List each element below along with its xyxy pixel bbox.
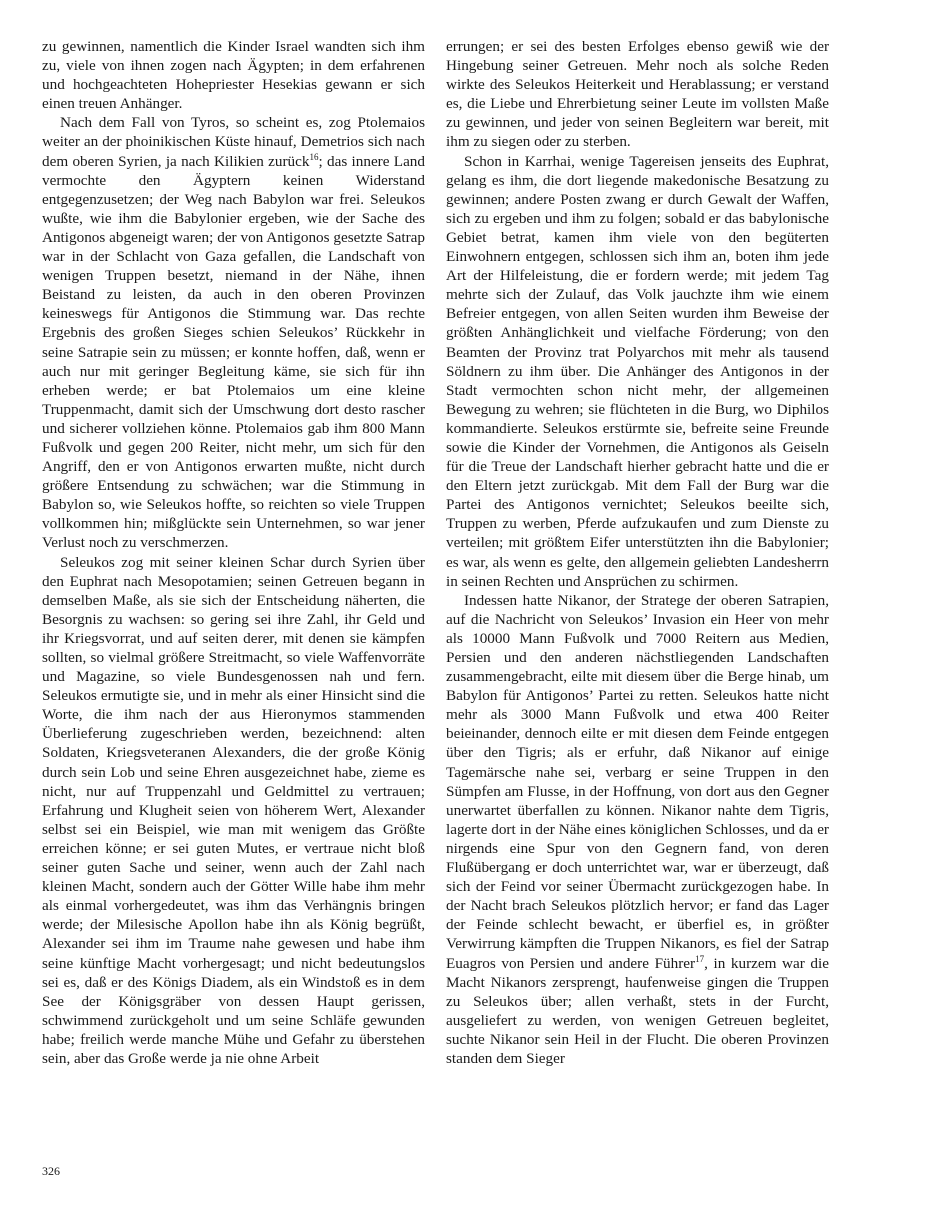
footnote-marker[interactable]: 17 (695, 953, 705, 964)
paragraph: Seleukos zog mit seiner kleinen Schar durch Syrien über den Euphrat nach Mesopotamien; seinen Getreuen begann in demselben Maße, als sie sich der Entscheidung näherten, die Besorgnis zu wachsen: so gering sei ihre Zahl, ihr Geld und ihr Kriegsvorrat, und auf seiten derer, mit denen sie kämpfen sollten, so vielmal größere Streitmacht, so viele Waffenvorräte und Magazine, so viele Bundesgenossen nah und fern. Seleukos ermutigte sie, und in mehr als einer Hinsicht sind die Worte, die ihm nach der aus Hieronymos stammenden Überlieferung zugeschrieben werden, bezeichnend: alten Soldaten, Kriegsveteranen Alexanders, die der große König durch sein Lob und seine Ehren ausgezeichnet habe, zieme es nicht, nur auf Truppenzahl und Geldmittel zu vertrauen; Erfahrung und Klugheit seien von höherem Wert, Alexander selbst sei ein Beispiel, wie man mit wenigem das Größte erreichen könne; er sei guten Mutes, er vertraue nicht bloß seiner guten Sache und seiner, wenn auch der Zahl nach kleinen Macht, sondern auch der Götter Wille habe ihm mehr als einmal vorhergedeutet, was ihm das Verhängnis bringen werde; der Milesische Apollon habe ihn als König begrüßt, Alexander sei ihm im Traume nahe gewesen und habe ihm seine künftige Macht vorhergesagt; und nicht bedeutungslos sei es, daß er des Königs Diadem, als ein Windstoß es in dem See der Königsgräber von dessen Haupt gerissen, schwimmend zurückgeholt und um seine Schläfe gewunden habe; freilich werde manche Mühe und Gefahr zu überstehen sein, aber das Große werde ja nie ohne Arbeit (42, 553, 425, 1067)
footnote-marker[interactable]: 16 (309, 151, 319, 162)
paragraph-text: Nach dem Fall von Tyros, so scheint es, zog Ptolemaios weiter an der phoinikischen Küste hinauf, Demetrios sich nach dem oberen Syrien, ja nach Kilikien zurück (42, 114, 425, 170)
paragraph (446, 591, 829, 1068)
paragraph-text: ; das innere Land vermochte den Ägyptern keinen Widerstand entgegenzusetzen; der Weg nach Babylon war frei. Seleukos wußte, wie ihm die Babylonier ergeben, wie der Sache des Antigonos abgeneigt waren; der von Antigonos gesetzte Satrap war in der Schlacht von Gaza gefallen, die Landschaft von wenigen Truppen besetzt, niemand in der Nähe, ihnen Beistand zu leisten, da auch in den oberen Provinzen keineswegs für Antigonos die Stimmung war. Das rechte Ergebnis des großen Sieges schien Seleukos’ Rückkehr in seine Satrapie sein zu müssen; er konnte hoffen, daß, wenn er auch nur mit geringer Begleitung käme, sie sich für ihn erheben werde; er bat Ptolemaios um eine kleine Truppenmacht, damit sich der Umschwung dort desto rascher und sicherer vollziehen könne. Ptolemaios gab ihm 800 Mann Fußvolk und gegen 200 Reiter, nicht mehr, um sich für den Angriff, den er von Antigonos erwarten mußte, nicht durch größere Entsendung zu schwächen; war die Stimmung in Babylon so, wie Seleukos hoffte, so reichten so viele Truppen vollkommen hin; mißglückte sein Unternehmen, so war jener Verlust noch zu verschmerzen. (42, 152, 425, 552)
paragraph (42, 113, 425, 552)
right-column (446, 37, 829, 1068)
paragraph-text: Indessen hatte Nikanor, der Stratege der oberen Satrapien, auf die Nachricht von Seleukos’ Invasion ein Heer von mehr als 10000 Mann Fußvolk und 7000 Reitern aus Medien, Persien und den anderen nächstliegenden Landschaften zusammengebracht, eilte mit diesem über die Berge hinab, um Babylon für Antigonos’ Partei zu retten. Seleukos hatte nicht mehr als 3000 Mann Fußvolk und etwa 400 Reiter beieinander, dennoch eilte er mit diesen dem Feinde entgegen über den Tigris; als er erfuhr, daß Nikanor auf einige Tagemärsche nahe sei, verbarg er seine Truppen in den Sümpfen am Flusse, in der Hoffnung, von dort aus den Gegner unerwartet überfallen zu können. Nikanor nahte dem Tigris, lagerte dort in der Nähe eines königlichen Schlosses, und da er nirgends eine Spur von den Gegnern fand, von deren Flußübergang er doch unterrichtet war, war er überzeugt, daß sich der Feind vor seiner Übermacht zurückgezogen habe. In der Nacht brach Seleukos plötzlich hervor; er fand das Lager der Feinde schlecht bewacht, er überfiel es, in größter Verwirrung kämpften die Truppen Nikanors, es fiel der Satrap Euagros von Persien und andere Führer (446, 591, 829, 972)
page-number: 326 (42, 1164, 60, 1178)
paragraph: Schon in Karrhai, wenige Tagereisen jenseits des Euphrat, gelang es ihm, die dort liegende makedonische Besatzung zu gewinnen; andere Posten zwang er durch Gewalt der Waffen, sich zu ergeben und ihm zu folgen; sobald er das babylonische Gebiet betrat, kamen ihm viele von den begüterten Einwohnern entgegen, schlossen sich ihm an, boten ihm jede Art der Hilfeleistung, die er fordern werde; mit jedem Tag mehrte sich der Zulauf, das Volk jauchzte ihm wie einem Befreier entgegen, von allen Seiten wurden ihm Beweise der größten Anhänglichkeit und vielfache Förderung; von den Beamten der Provinz trat Polyarchos mit mehr als tausend Söldnern zu ihm über. Die Anhänger des Antigonos in der Stadt vermochten schon nicht mehr, der allgemeinen Bewegung zu wehren; sie flüchteten in die Burg, wo Diphilos kommandierte. Seleukos erstürmte sie, befreite seine Freunde sowie die Kinder der Vornehmen, die Antigonos als Geiseln für die Treue der Landschaft hierher gebracht hatte und die er den Eltern jetzt zurückgab. Mit dem Fall der Burg war die Partei des Antigonos vernichtet; Seleukos beeilte sich, Truppen zu werben, Pferde aufzukaufen und zum Dienste zu verteilen; mit größtem Eifer unterstützten ihn die Babylonier; es war, als wenn es gelte, den allgemein geliebten Landesherrn in seinen Rechten und Ansprüchen zu schirmen. (446, 152, 829, 590)
paragraph-text: , in kurzem war die Macht Nikanors zersprengt, haufenweise gingen die Truppen zu Seleukos über; allen verhaßt, stets in der Furcht, ausgeliefert zu werden, von wenigen Getreuen begleitet, suchte Nikanor sein Heil in der Flucht. Die oberen Provinzen standen dem Sieger (446, 954, 829, 1067)
left-column (42, 37, 425, 1068)
paragraph: zu gewinnen, namentlich die Kinder Israel wandten sich ihm zu, viele von ihnen zogen nach Ägypten; in dem erfahrenen und hochgeachteten Hohepriester Hesekias gewann er sich einen treuen Anhänger. (42, 38, 425, 113)
paragraph: errungen; er sei des besten Erfolges ebenso gewiß wie der Hingebung seiner Getreuen. Mehr noch als solche Reden wirkte des Seleukos Heiterkeit und Herablassung; er verstand es, die Liebe und Ehrerbietung seiner Leute im vollsten Maße zu gewinnen, und jeder von seinen Begleitern war bereit, mit ihm zu siegen oder zu sterben. (446, 38, 829, 151)
